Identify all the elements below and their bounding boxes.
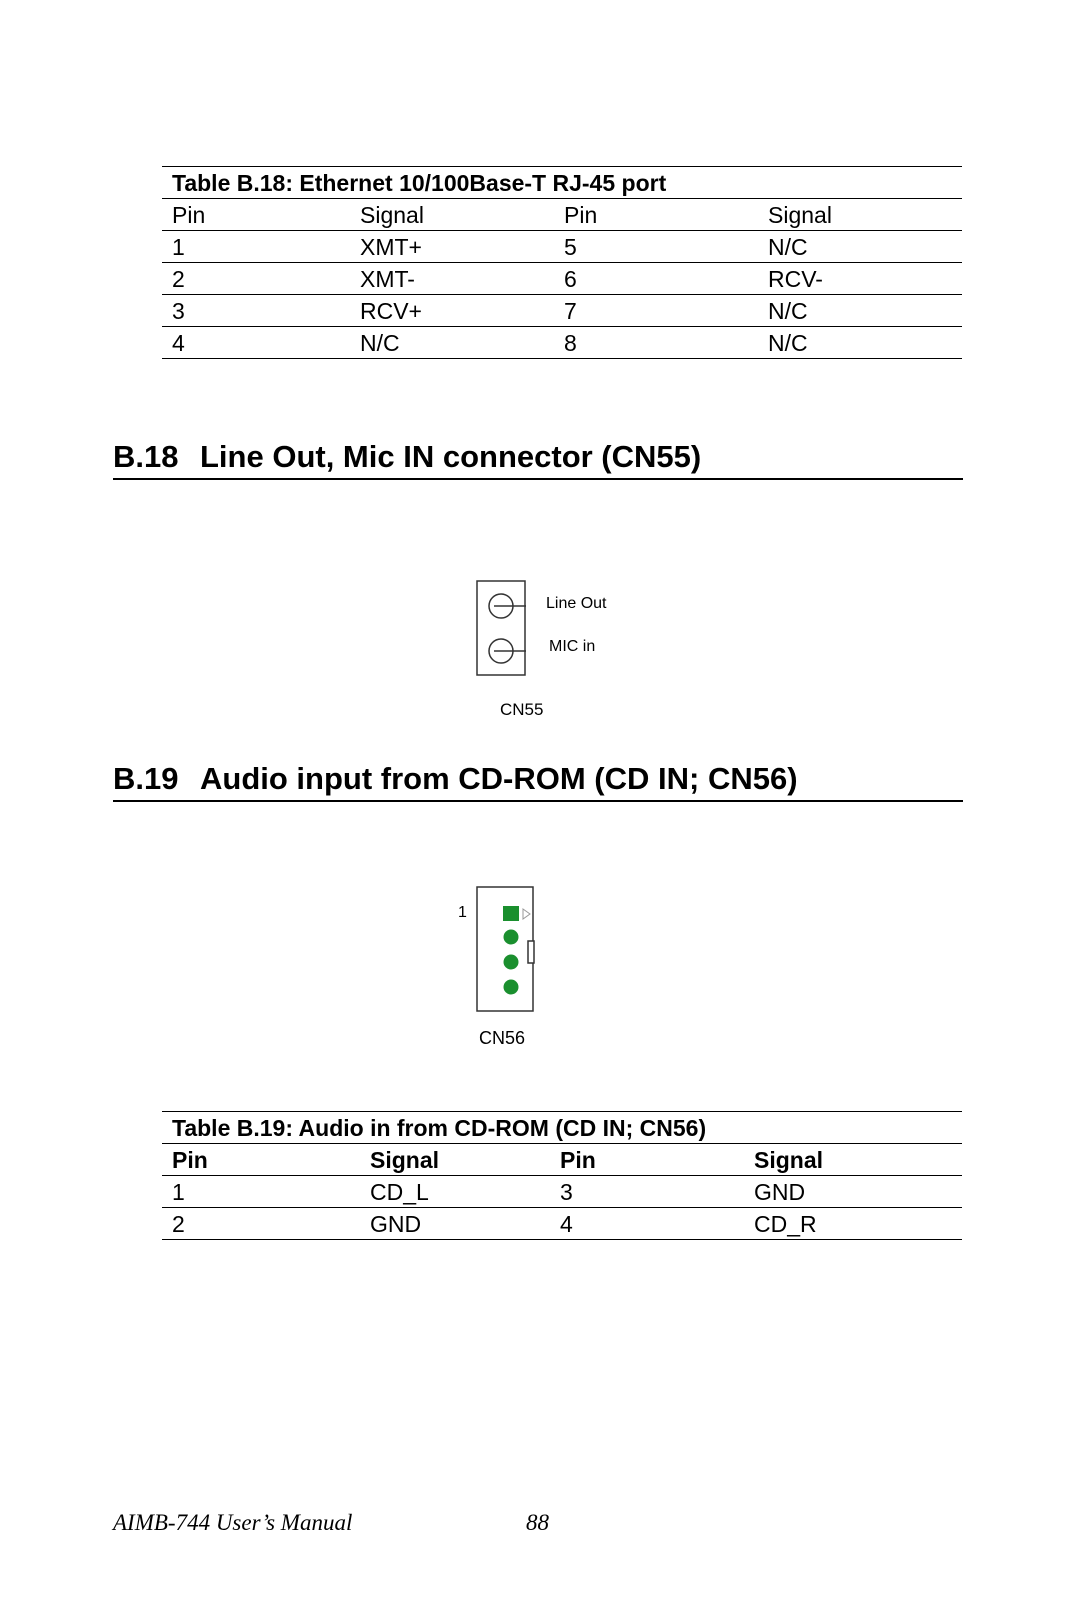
cell: CD_R (744, 1208, 962, 1240)
table-header-row (162, 199, 962, 231)
cn55-label: CN55 (500, 700, 544, 719)
cell: RCV+ (350, 295, 554, 327)
pin-3-dot (504, 955, 519, 970)
cell: 7 (554, 295, 758, 327)
cell: N/C (758, 327, 962, 359)
section-number: B.18 (113, 439, 179, 474)
cell: CD_L (360, 1176, 550, 1208)
cn55-connector-diagram (476, 580, 536, 680)
header-cell: Pin (550, 1144, 744, 1176)
header-cell: Signal (758, 199, 962, 231)
cell: N/C (758, 295, 962, 327)
section-heading-b18 (113, 438, 963, 480)
cn56-connector-diagram (476, 886, 546, 1016)
footer-page-number: 88 (526, 1510, 549, 1535)
cell: 3 (550, 1176, 744, 1208)
header-cell: Signal (350, 199, 554, 231)
cell: 4 (550, 1208, 744, 1240)
table-b18 (162, 166, 962, 359)
cell: 2 (162, 263, 350, 295)
mic-in-label: MIC in (549, 638, 596, 655)
table-row (162, 263, 962, 295)
cell: N/C (758, 231, 962, 263)
header-cell: Signal (360, 1144, 550, 1176)
header-cell: Pin (162, 199, 350, 231)
cell: 8 (554, 327, 758, 359)
cell: 5 (554, 231, 758, 263)
cell: 1 (162, 1176, 360, 1208)
cell: N/C (350, 327, 554, 359)
cell: RCV- (758, 263, 962, 295)
section-title: Audio input from CD-ROM (CD IN; CN56) (200, 761, 798, 796)
cell: 2 (162, 1208, 360, 1240)
table-caption-row (162, 1112, 962, 1144)
pin1-label: 1 (458, 904, 467, 921)
cell: GND (360, 1208, 550, 1240)
cell: XMT+ (350, 231, 554, 263)
pin-1-square (503, 906, 519, 921)
table-row (162, 1208, 962, 1240)
cell: 4 (162, 327, 350, 359)
table-header-row (162, 1144, 962, 1176)
footer-manual-title: AIMB-744 User’s Manual (113, 1510, 353, 1535)
header-cell: Signal (744, 1144, 962, 1176)
cell: 1 (162, 231, 350, 263)
table-caption: Table B.18: Ethernet 10/100Base-T RJ-45 port (162, 167, 962, 199)
cell: GND (744, 1176, 962, 1208)
table-b19 (162, 1111, 962, 1240)
cn56-label: CN56 (479, 1028, 526, 1048)
table-caption-row (162, 167, 962, 199)
cell: XMT- (350, 263, 554, 295)
header-cell: Pin (554, 199, 758, 231)
table-row (162, 295, 962, 327)
table-row (162, 327, 962, 359)
section-heading-b19 (113, 760, 963, 802)
section-number: B.19 (113, 761, 179, 796)
header-cell: Pin (162, 1144, 360, 1176)
table-caption: Table B.19: Audio in from CD-ROM (CD IN; CN56) (162, 1112, 962, 1144)
pin-4-dot (504, 980, 519, 995)
table-row (162, 231, 962, 263)
table-row (162, 1176, 962, 1208)
cell: 6 (554, 263, 758, 295)
section-title: Line Out, Mic IN connector (CN55) (200, 439, 702, 474)
pin-2-dot (504, 930, 519, 945)
cell: 3 (162, 295, 350, 327)
line-out-label: Line Out (546, 595, 607, 612)
